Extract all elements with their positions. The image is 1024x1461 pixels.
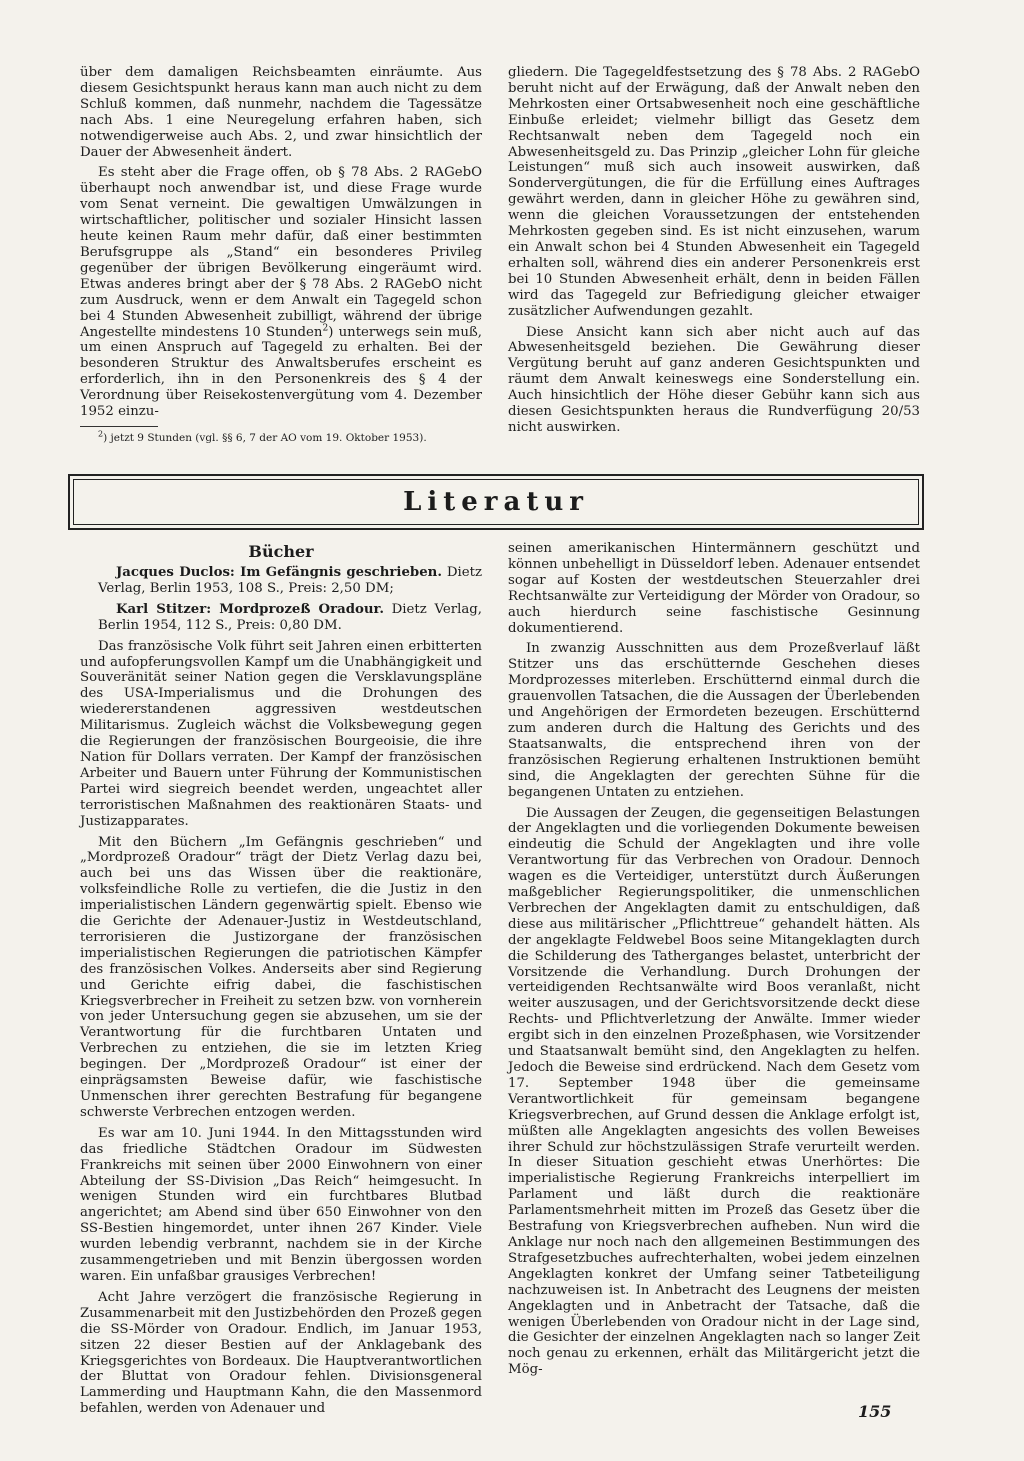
- paragraph: Mit den Büchern „Im Gefängnis geschrieben“ und „Mordprozeß Oradour“ trägt der Dietz Verlag dazu bei, auch bei uns das Wissen über die reaktionäre, volksfeindliche Rolle zu vertiefen, die die Justiz in den imperialistischen Ländern gegenwärtig spielt. Ebenso wie die Gerichte der Adenauer-Justiz in Westdeutschland, terrorisieren die Justizorgane der französischen imperialistischen Regierungen die patriotischen Kämpfer des französischen Volkes. Anderseits aber sind Regierung und Gerichte eifrig dabei, die faschistischen Kriegsverbrecher in Freiheit zu setzen bzw. von vornherein von jeder Untersuchung gegen sie abzusehen, um sie der Verantwortung für die furchtbaren Untaten und Verbrechen zu entziehen, die sie im letzten Krieg begingen. Der „Mordprozeß Oradour“ ist einer der einprägsamsten Beweise dafür, wie faschistische Unmenschen ihrer gerechten Bestrafung für begangene schwerste Verbrechen entzogen werden.: [80, 834, 482, 1120]
- paragraph: Es steht aber die Frage offen, ob § 78 Abs. 2 RAGebO überhaupt noch anwendbar ist, und diese Frage wurde vom Senat verneint. Die gewaltigen Umwälzungen in wirtschaftlicher, politischer und sozialer Hinsicht lassen heute keinen Raum mehr dafür, daß einer bestimmten Berufsgruppe als „Stand“ ein besonderes Privileg gegenüber der übrigen Bevölkerung eingeräumt wird. Etwas anderes bringt aber der § 78 Abs. 2 RAGebO nicht zum Ausdruck, wenn er dem Anwalt ein Tagegeld schon bei 4 Stunden Abwesenheit zubilligt, während der übrige Angestellte mindestens 10 Stunden$^2$) unterwegs sein muß, um einen Anspruch auf Tagegeld zu erhalten. Bei der besonderen Struktur des Anwaltsberufes erscheint es erforderlich, ihn in den Personenkreis des § 4 der Verordnung über Reisekostenvergütung vom 4. Dezember 1952 einzu-: [80, 165, 482, 420]
- footnote-divider: [80, 426, 158, 427]
- paragraph: seinen amerikanischen Hintermännern geschützt und können unbehelligt in Düsseldorf leben. Adenauer entsendet sogar auf Kosten der westdeutschen Steuerzahler drei Rechtsanwälte zur Verteidigung der Mörder von Oradour, so auch hierdurch seine faschistische Gesinnung dokumentierend.: [508, 541, 920, 636]
- paragraph: Die Aussagen der Zeugen, die gegenseitigen Belastungen der Angeklagten und die vorliegenden Dokumente beweisen eindeutig die Schuld der Angeklagten und ihre volle Verantwortung für das Verbrechen von Oradour. Dennoch wagen es die Verteidiger, unterstützt durch Äußerungen maßgeblicher Regierungspolitiker, die unmenschlichen Verbrechen der Angeklagten damit zu entschuldigen, daß diese aus militärischer „Pflichttreue“ gehandelt hätten. Als der angeklagte Feldwebel Boos seine Mitangeklagten durch die Schilderung des Tatherganges belastet, unterbricht der Vorsitzende die Verhandlung. Durch Drohungen der verteidigenden Rechtsanwälte wird Boos veranlaßt, nicht weiter auszusagen, und der Gerichtsvorsitzende deckt diese Rechts- und Pflichtverletzung der Anwälte. Immer wieder ergibt sich in den einzelnen Prozeßphasen, wie Vorsitzender und Staatsanwalt bemüht sind, den Angeklagten zu helfen. Jedoch die Beweise sind erdrückend. Nach dem Gesetz vom 17. September 1948 über die gemeinsame Verantwortlichkeit für gemeinsam begangene Kriegsverbrechen, auf Grund dessen die Anklage erfolgt ist, müßten alle Angeklagten angesichts des vollen Beweises ihrer Schuld zur höchstzulässigen Strafe verurteilt werden. In dieser Situation geschieht etwas Unerhörtes: Die imperialistische Regierung Frankreichs interpelliert im Parlament und läßt durch die reaktionäre Parlamentsmehrheit mitten im Prozeß das Gesetz über die Bestrafung von Kriegsverbrechen aufheben. Nun wird die Anklage nur noch nach den allgemeinen Bestimmungen des Strafgesetzbuches aufrechterhalten, wobei jedem einzelnen Angeklagten konkret der Umfang seiner Tatbeteiligung nachzuweisen ist. In Anbetracht des Leugnens der meisten Angeklagten und in Anbetracht der Tatsache, daß die wenigen Überlebenden von Oradour nicht in der Lage sind, die Gesichter der einzelnen Angeklagten nach so langer Zeit noch genau zu erkennen, erhält das Militärgericht jetzt die Mög-: [508, 805, 920, 1378]
- section-heading-box: [68, 474, 924, 530]
- top-right-column: [508, 65, 920, 441]
- paragraph: über dem damaligen Reichsbeamten einräumte. Aus diesem Gesichtspunkt heraus kann man auch nicht zu dem Schluß kommen, daß nunmehr, nachdem die Tagessätze nach Abs. 1 eine Neuregelung erfahren haben, sich notwendigerweise auch Abs. 2, und zwar hinsichtlich der Dauer der Abwesenheit ändert.: [80, 65, 482, 160]
- paragraph: Diese Ansicht kann sich aber nicht auch auf das Abwesenheitsgeld beziehen. Die Gewährung dieser Vergütung beruht auf ganz anderen Gesichtspunkten und räumt dem Anwalt keineswegs eine Sonderstellung ein. Auch hinsichtlich der Höhe dieser Gebühr kann sich aus diesen Gesichtspunkten heraus die Rundverfügung 20/53 nicht auswirken.: [508, 324, 920, 435]
- subheading: Bücher: [248, 542, 314, 561]
- paragraph: In zwanzig Ausschnitten aus dem Prozeßverlauf läßt Stitzer uns das erschütternde Geschehen dieses Mordprozesses miterleben. Erschütternd einmal durch die grauenvollen Tatsachen, die die Aussagen der Überlebenden und Angehörigen der Ermordeten bezeugen. Erschütternd zum anderen durch die Haltung des Gerichts und des Staatsanwalts, die entsprechend ihren von der französischen Regierung erhaltenen Instruktionen bemüht sind, die Angeklagten der gerechten Sühne für die begangenen Untaten zu entziehen.: [508, 641, 920, 800]
- bottom-left-column: [80, 541, 482, 1422]
- book-entry: Jacques Duclos: Im Gefängnis geschrieben. Dietz Verlag, Berlin 1953, 108 S., Preis: 2,50 DM;: [98, 565, 483, 596]
- paragraph: Es war am 10. Juni 1944. In den Mittagsstunden wird das friedliche Städtchen Oradour im Südwesten Frankreichs mit seinen über 2000 Einwohnern von einer Abteilung der SS-Division „Das Reich“ heimgesucht. In wenigen Stunden wird ein furchtbares Blutbad angerichtet; am Abend sind über 650 Einwohner von den SS-Bestien hingemordet, unter ihnen 267 Kinder. Viele wurden lebendig verbrannt, nachdem sie in der Kirche zusammengetrieben und mit Benzin übergossen worden waren. Ein unfaßbar grausiges Verbrechen!: [80, 1125, 482, 1284]
- footnote: $^2$) jetzt 9 Stunden (vgl. §§ 6, 7 der AO vom 19. Oktober 1953).: [98, 429, 427, 444]
- paragraph: gliedern. Die Tagegeldfestsetzung des § 78 Abs. 2 RAGebO beruht nicht auf der Erwägung, daß der Anwalt neben den Mehrkosten einer Ortsabwesenheit noch eine geschäftliche Einbuße erleidet; vielmehr billigt das Gesetz dem Rechtsanwalt neben dem Tagegeld noch ein Abwesenheitsgeld zu. Das Prinzip „gleicher Lohn für gleiche Leistungen“ muß sich auch insoweit auswirken, daß Sondervergütungen, die für die Erfüllung eines Auftrages gewährt werden, dann in gleicher Höhe zu gewähren sind, wenn die gleichen Voraussetzungen der entstehenden Mehrkosten gegeben sind. Es ist nicht einzusehen, warum ein Anwalt schon bei 4 Stunden Abwesenheit ein Tagegeld erhalten soll, während dies ein anderer Personenkreis erst bei 10 Stunden Abwesenheit erhält, denn in beiden Fällen wird das Tagegeld zur Befriedigung gleicher etwaiger zusätzlicher Aufwendungen gezahlt.: [508, 65, 920, 319]
- footnote-ref: 2: [322, 323, 329, 334]
- paragraph: Das französische Volk führt seit Jahren einen erbitterten und aufopferungsvollen Kampf um die Unabhängigkeit und Souveränität seiner Nation gegen die Versklavungspläne des USA-Imperialismus und die Drohungen des wiedererstandenen aggressiven westdeutschen Militarismus. Zugleich wächst die Volksbewegung gegen die Regierungen der französischen Bourgeoisie, die ihre Nation für Dollars verraten. Der Kampf der französischen Arbeiter und Bauern unter Führung der Kommunistischen Partei wird siegreich beendet werden, ungeachtet aller terroristischen Maßnahmen des reaktionären Staats- und Justizapparates.: [80, 638, 482, 829]
- page-number: 155: [858, 1402, 892, 1421]
- top-left-column: [80, 65, 482, 450]
- paragraph: Acht Jahre verzögert die französische Regierung in Zusammenarbeit mit den Justizbehörden den Prozeß gegen die SS-Mörder von Oradour. Endlich, im Januar 1953, sitzen 22 dieser Bestien auf der Anklagebank des Kriegsgerichtes von Bordeaux. Die Hauptverantwortlichen der Bluttat von Oradour fehlen. Divisionsgeneral Lammerding und Hauptmann Kahn, die den Massenmord befahlen, werden von Adenauer und: [80, 1289, 482, 1417]
- book-entry: Karl Stitzer: Mordprozeß Oradour. Dietz Verlag, Berlin 1954, 112 S., Preis: 0,80 DM.: [98, 601, 482, 633]
- bottom-right-column: [508, 541, 920, 1383]
- section-heading: Literatur: [403, 487, 589, 517]
